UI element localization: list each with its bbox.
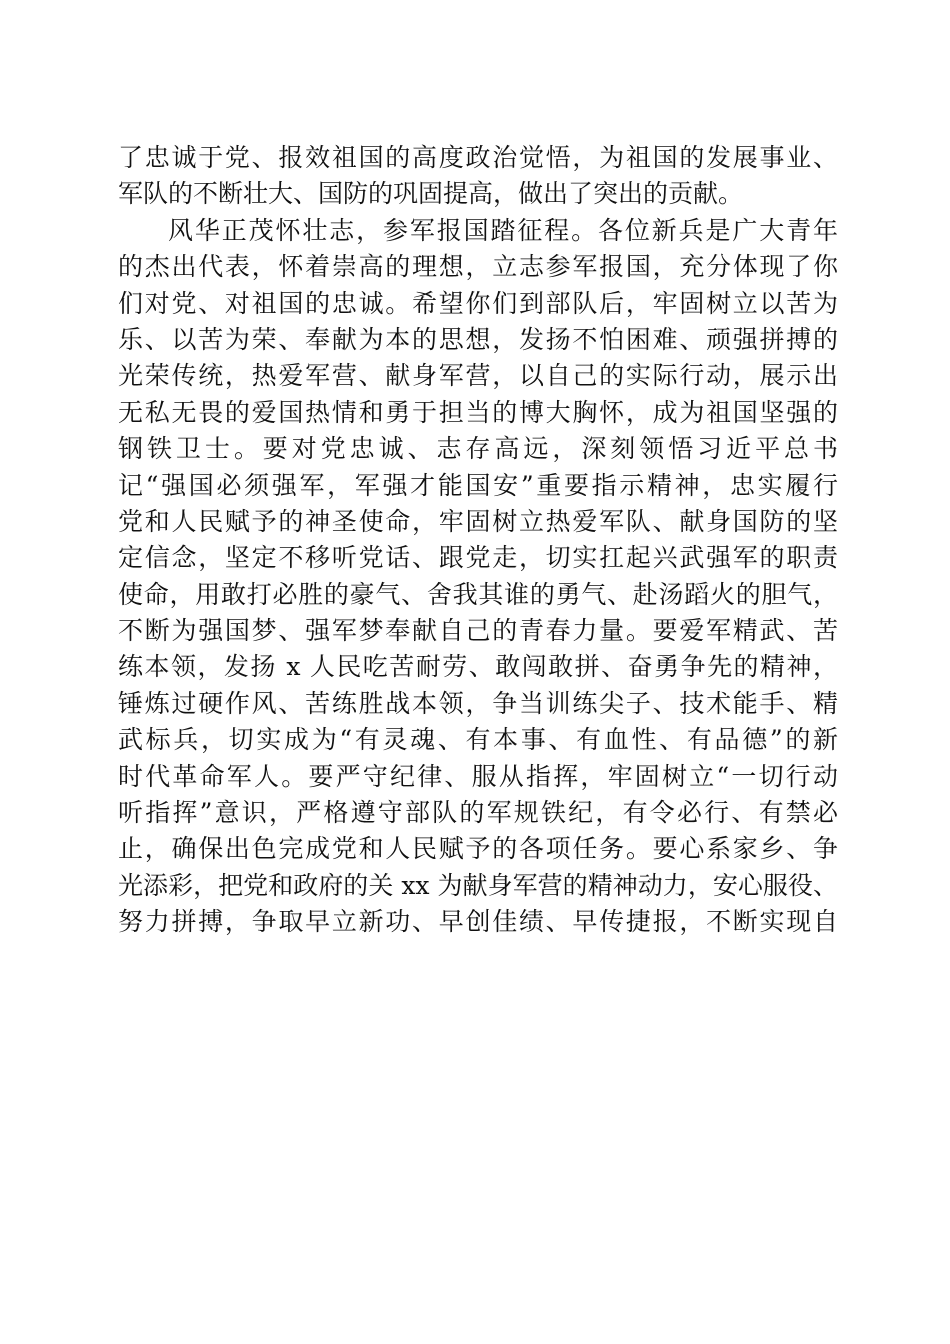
text-line: 武标兵，切实成为“有灵魂、有本事、有血性、有品德”的新 — [118, 725, 838, 755]
text-line: 光添彩，把党和政府的关 xx 为献身军营的精神动力，安心服役、 — [118, 870, 838, 900]
text-line: 努力拼搏，争取早立新功、早创佳绩、早传捷报，不断实现自 — [118, 907, 838, 937]
text-line: 无私无畏的爱国热情和勇于担当的博大胸怀，成为祖国坚强的 — [118, 397, 838, 427]
text-line: 乐、以苦为荣、奉献为本的思想，发扬不怕困难、顽强拼搏的 — [118, 324, 838, 354]
text-line: 记“强国必须强军，军强才能国安”重要指示精神，忠实履行 — [118, 470, 838, 500]
text-line: 军队的不断壮大、国防的巩固提高，做出了突出的贡献。 — [118, 179, 744, 209]
text-line: 使命，用敢打必胜的豪气、舍我其谁的勇气、赴汤蹈火的胆气， — [118, 579, 838, 609]
paragraph-first-line: 风华正茂怀壮志，参军报国踏征程。各位新兵是广大青年 — [168, 215, 838, 245]
text-line: 听指挥”意识，严格遵守部队的军规铁纪，有令必行、有禁必 — [118, 798, 838, 828]
text-line: 了忠诚于党、报效祖国的高度政治觉悟，为祖国的发展事业、 — [118, 143, 838, 172]
text-line: 定信念，坚定不移听党话、跟党走，切实扛起兴武强军的职责 — [118, 543, 838, 573]
body-text — [118, 140, 838, 941]
text-line: 时代革命军人。要严守纪律、服从指挥，牢固树立“一切行动 — [118, 761, 838, 791]
text-line: 不断为强国梦、强军梦奉献自己的青春力量。要爱军精武、苦 — [118, 616, 838, 646]
text-line: 的杰出代表，怀着崇高的理想，立志参军报国，充分体现了你 — [118, 252, 838, 282]
text-line: 钢铁卫士。要对党忠诚、志存高远，深刻领悟习近平总书 — [118, 434, 838, 464]
text-line: 光荣传统，热爱军营、献身军营，以自己的实际行动，展示出 — [118, 361, 838, 391]
text-line: 练本领，发扬 x 人民吃苦耐劳、敢闯敢拼、奋勇争先的精神， — [118, 652, 838, 682]
text-line: 党和人民赋予的神圣使命，牢固树立热爱军队、献身国防的坚 — [118, 506, 838, 536]
text-line: 们对党、对祖国的忠诚。希望你们到部队后，牢固树立以苦为 — [118, 288, 838, 318]
text-line: 锤炼过硬作风、苦练胜战本领，争当训练尖子、技术能手、精 — [118, 688, 838, 718]
text-line: 止，确保出色完成党和人民赋予的各项任务。要心系家乡、争 — [118, 834, 838, 864]
